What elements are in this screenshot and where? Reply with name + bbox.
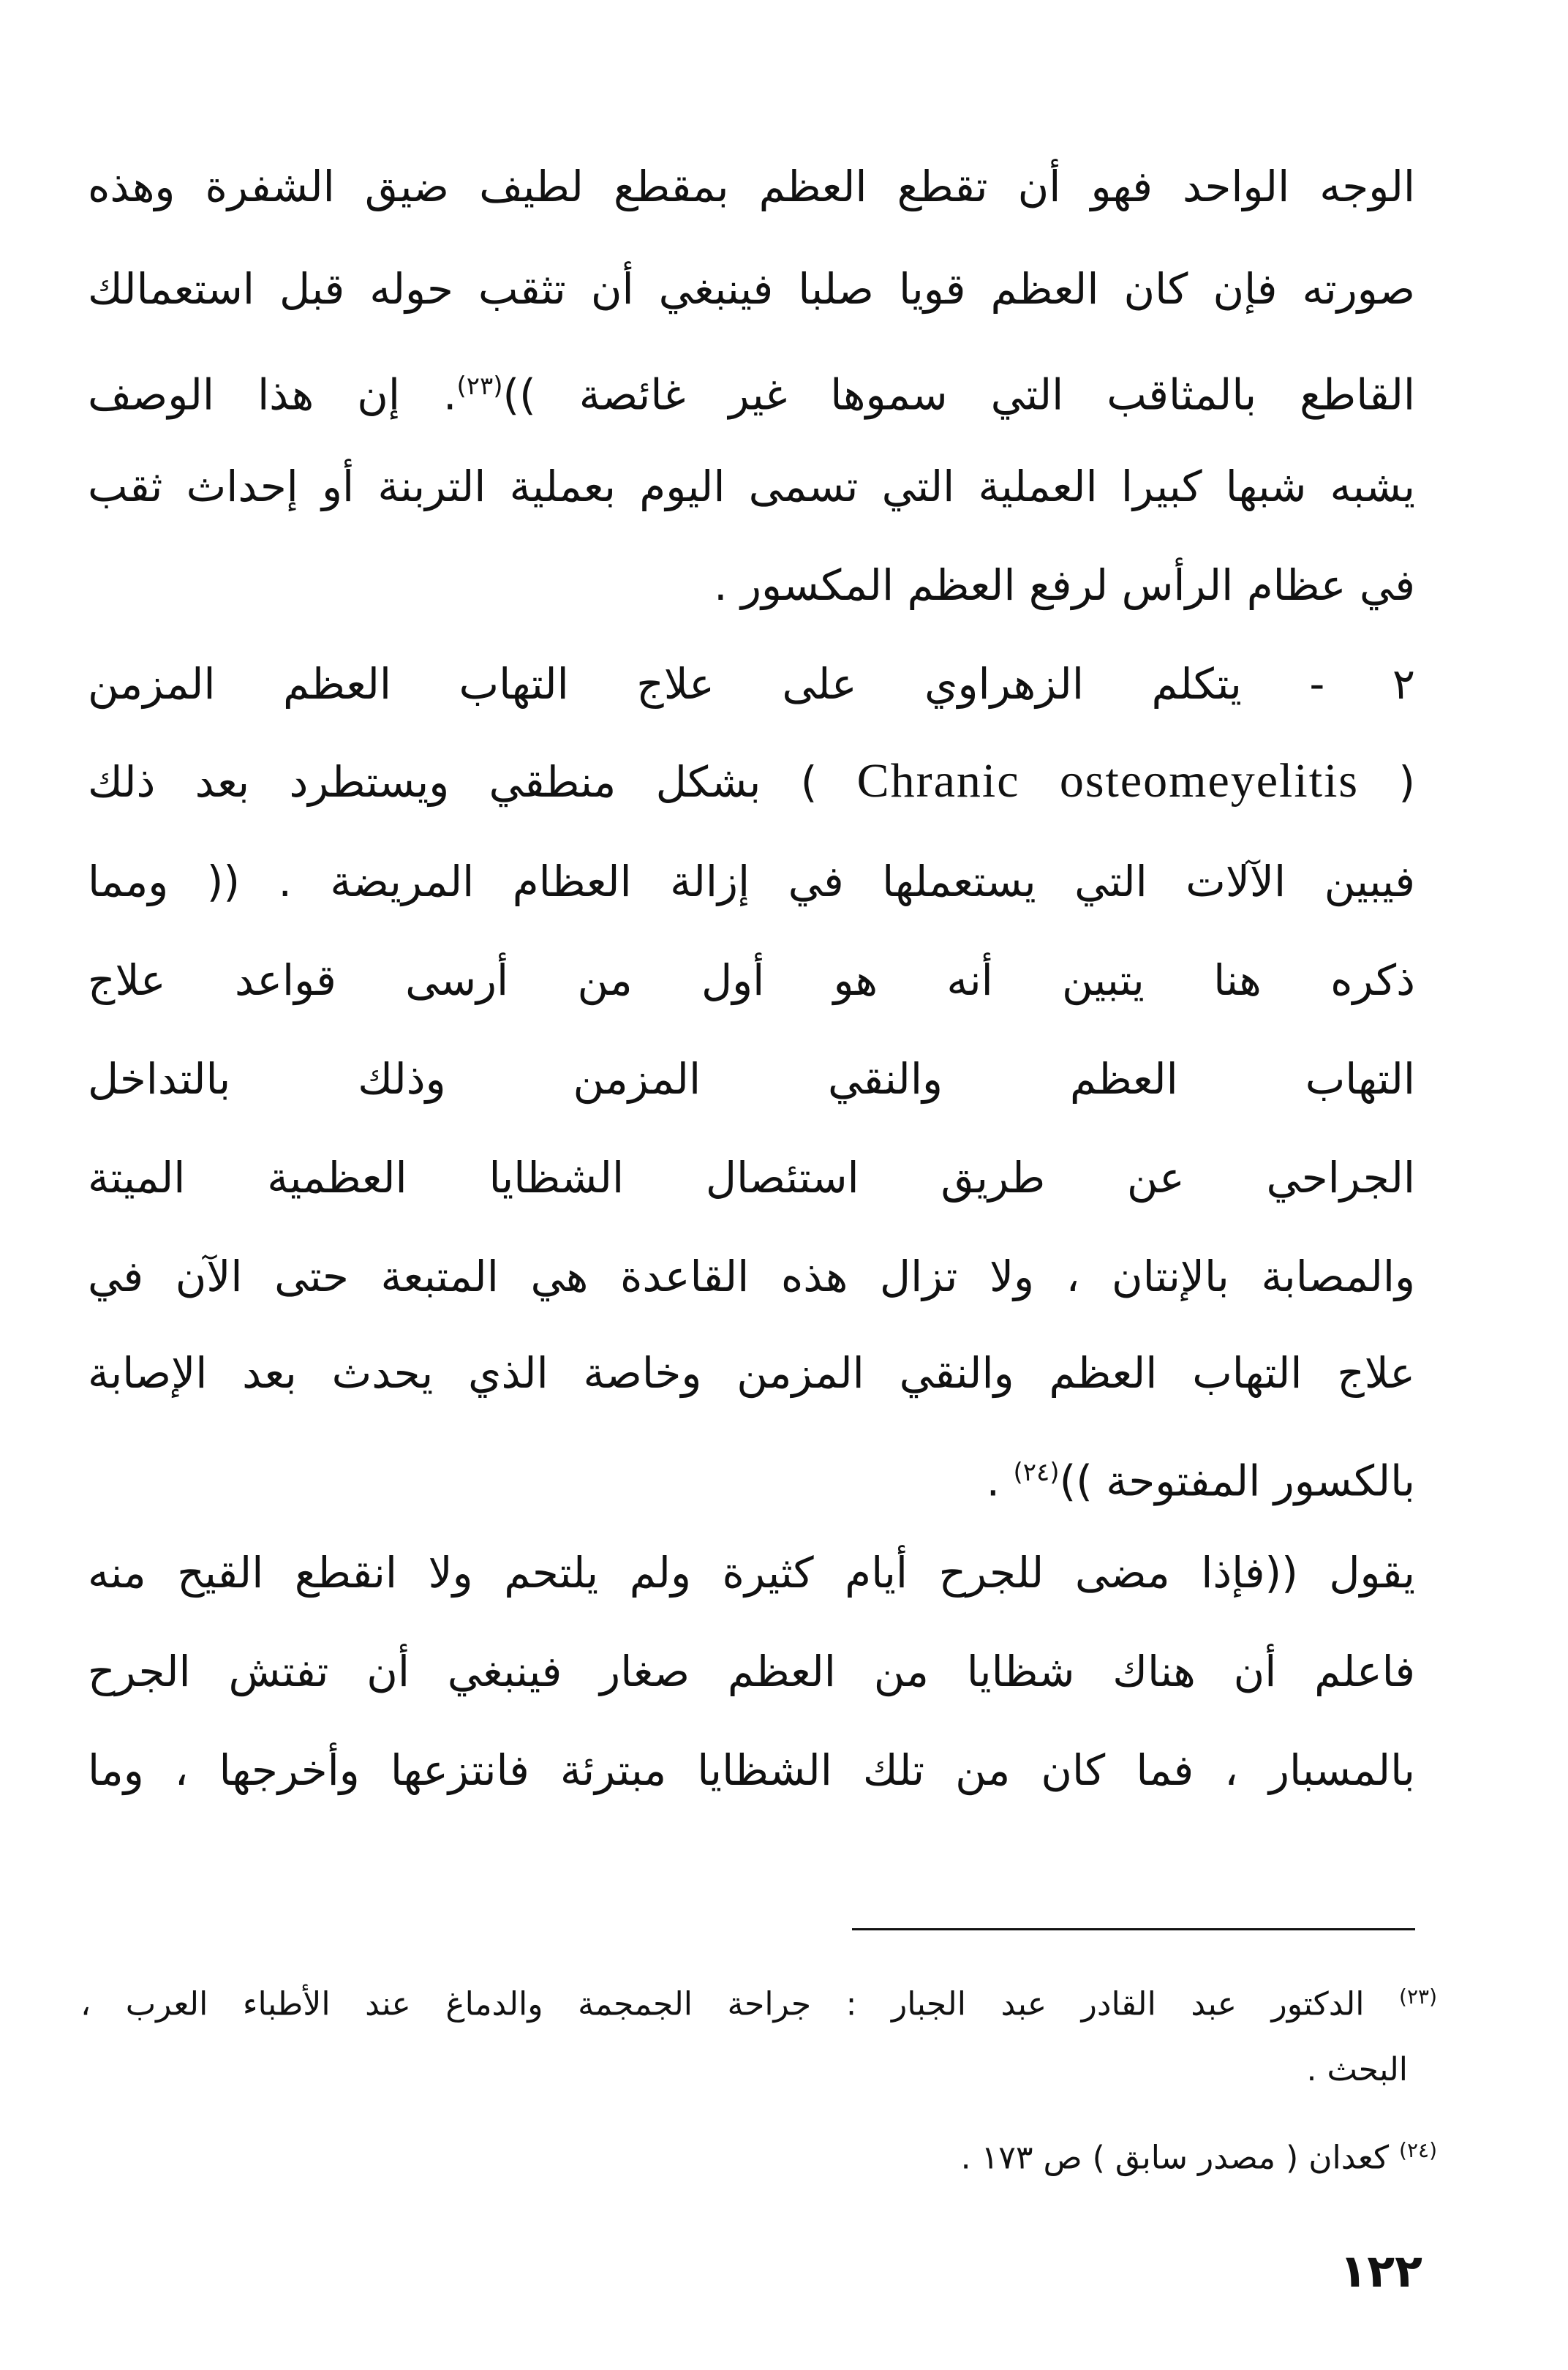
line-text: في عظام الرأس لرفع العظم المكسور . — [714, 560, 1415, 610]
footnote-text: كعدان ( مصدر سابق ) ص ١٧٣ . — [960, 2139, 1390, 2177]
body-line — [88, 439, 1415, 534]
body-line — [88, 1229, 1415, 1324]
line-text: علاج التهاب العظم والنقي المزمن وخاصة الذي يحدث بعد الإصابة — [88, 1348, 1415, 1398]
line-text: . إن هذا الوصف — [88, 369, 457, 420]
body-line — [88, 834, 1415, 929]
footnote — [80, 1968, 1437, 2026]
body-line — [88, 1525, 1415, 1620]
line-text: صورته فإن كان العظم قويا صلبا فينبغي أن تثقب حوله قبل استعمالك — [88, 264, 1415, 314]
body-line — [88, 139, 1415, 234]
line-text: التهاب العظم والنقي المزمن وذلك بالتداخل — [88, 1054, 1415, 1104]
line-text: بالكسور المفتوحة )) — [1059, 1456, 1415, 1506]
body-line — [88, 1031, 1415, 1126]
body-line — [88, 1425, 1415, 1520]
line-text: الوجه الواحد فهو أن تقطع العظم بمقطع لطيف ضيق الشفرة وهذه — [88, 162, 1415, 211]
body-line — [88, 933, 1415, 1028]
line-text: ذكره هنا يتبين أنه هو أول من أرسى قواعد علاج — [88, 955, 1415, 1005]
body-line — [88, 241, 1415, 336]
footnote-marker: (٢٣) — [456, 372, 503, 401]
line-text: بالمسبار ، فما كان من تلك الشظايا مبترئة فانتزعها وأخرجها ، وما — [88, 1745, 1415, 1795]
footnote-number: (٢٤) — [1399, 2138, 1437, 2162]
footnote-marker: (٢٤) — [1013, 1458, 1060, 1487]
line-text: يشبه شبها كبيرا العملية التي تسمى اليوم بعملية التربنة أو إحداث ثقب — [88, 462, 1415, 511]
line-text: القاطع بالمثاقب التي سموها غير غائصة )) — [502, 369, 1415, 420]
footnote-number: (٢٣) — [1399, 1985, 1437, 2009]
footnote — [80, 2041, 1408, 2099]
footnote-separator — [852, 1928, 1415, 1930]
line-text: ( — [1359, 757, 1415, 807]
latin-term: Chranic osteomeyelitis — [856, 754, 1360, 808]
line-text: فيبين الآلات التي يستعملها في إزالة العظام المريضة . (( ومما — [88, 857, 1415, 906]
line-text: . — [986, 1456, 1014, 1506]
line-text: ) بشكل منطقي ويستطرد بعد ذلك — [88, 757, 857, 807]
line-text: يقول ((فإذا مضى للجرح أيام كثيرة ولم يلتحم ولا انقطع القيح منه — [88, 1548, 1415, 1598]
page-number: ١٢٢ — [1339, 2244, 1422, 2298]
body-line — [88, 538, 1415, 633]
body-line — [88, 1325, 1415, 1421]
line-text: والمصابة بالإنتان ، ولا تزال هذه القاعدة هي المتبعة حتى الآن في — [88, 1252, 1415, 1301]
body-line — [88, 1624, 1415, 1719]
footnote — [80, 2121, 1437, 2180]
body-line — [88, 734, 1415, 829]
footnote-text: الدكتور عبد القادر عبد الجبار : جراحة الجمجمة والدماغ عند الأطباء العرب ، — [80, 1985, 1365, 2023]
line-text: الجراحي عن طريق استئصال الشظايا العظمية الميتة — [88, 1153, 1415, 1203]
body-line — [88, 339, 1415, 434]
footnote-text: البحث . — [1306, 2051, 1408, 2088]
line-text: ٢ - يتكلم الزهراوي على علاج التهاب العظم المزمن — [88, 659, 1415, 709]
line-text: فاعلم أن هناك شظايا من العظم صغار فينبغي أن تفتش الجرح — [88, 1647, 1415, 1696]
body-line — [88, 636, 1415, 731]
body-line — [88, 1130, 1415, 1225]
body-line — [88, 1723, 1415, 1818]
